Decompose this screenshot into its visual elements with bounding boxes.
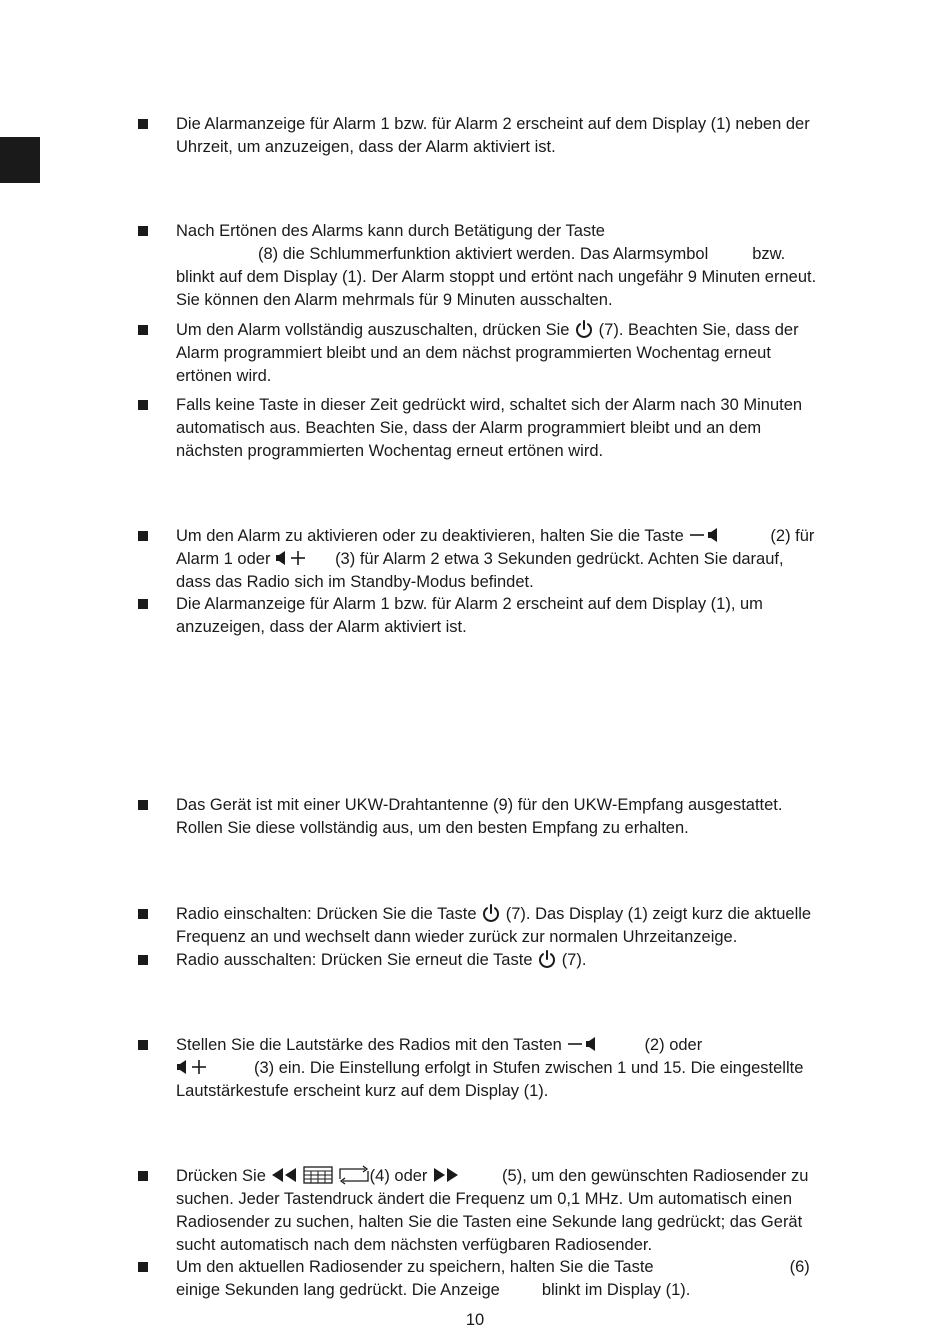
bullet — [138, 531, 148, 541]
bullet — [138, 909, 148, 919]
text-segment: (4) oder — [369, 1167, 428, 1185]
text-segment: Um den Alarm zu aktivieren oder zu deaktivieren, halten Sie die Taste — [176, 527, 684, 545]
repeat-icon — [338, 1165, 370, 1185]
text-line: dass das Radio sich im Standby-Modus befindet. — [176, 573, 534, 591]
text-line — [176, 1256, 906, 1279]
text-line — [176, 525, 906, 548]
text-line: Uhrzeit, um anzuzeigen, dass der Alarm aktiviert ist. — [176, 138, 556, 156]
list-item — [176, 1034, 906, 1103]
text-line: automatisch aus. Beachten Sie, dass der Alarm programmiert bleibt und an dem — [176, 419, 762, 437]
text-line: Lautstärkestufe erscheint kurz auf dem Display (1). — [176, 1082, 549, 1100]
volume-up-icon — [275, 548, 309, 568]
text-line — [176, 548, 906, 571]
text-line — [176, 319, 906, 342]
text-segment: (7). — [561, 951, 587, 969]
text-segment: (7). Das Display (1) zeigt kurz die aktuelle — [505, 905, 812, 923]
power-icon — [537, 949, 557, 969]
rewind-icon — [270, 1165, 298, 1185]
text-line: Das Gerät ist mit einer UKW-Drahtantenne (9) für den UKW-Empfang ausgestattet. — [176, 796, 783, 814]
list-item — [176, 593, 906, 639]
text-segment: einige Sekunden lang gedrückt. Die Anzeige — [176, 1281, 500, 1299]
text-segment: Radio einschalten: Drücken Sie die Taste — [176, 905, 477, 923]
side-tab-marker — [0, 137, 40, 183]
text-segment: (3) ein. Die Einstellung erfolgt in Stufen zwischen 1 und 15. Die eingestellte — [254, 1059, 804, 1077]
text-segment: (6) — [789, 1258, 810, 1276]
text-line: Radiosender zu suchen, halten Sie die Tasten eine Sekunde lang gedrückt; das Gerät — [176, 1213, 803, 1231]
text-line: Die Alarmanzeige für Alarm 1 bzw. für Alarm 2 erscheint auf dem Display (1) neben der — [176, 115, 810, 133]
text-segment: bzw. — [752, 245, 786, 263]
text-segment: Drücken Sie — [176, 1167, 266, 1185]
text-line: nächsten programmierten Wochentag erneut ertönen wird. — [176, 442, 604, 460]
text-line: Sie können den Alarm mehrmals für 9 Minuten ausschalten. — [176, 291, 613, 309]
bullet — [138, 1040, 148, 1050]
text-line: sucht automatisch nach dem nächsten verfügbaren Radiosender. — [176, 1236, 653, 1254]
volume-down-icon — [688, 525, 722, 545]
text-segment: (2) für — [770, 527, 815, 545]
list-item — [176, 1256, 906, 1302]
bullet — [138, 400, 148, 410]
text-line: Die Alarmanzeige für Alarm 1 bzw. für Alarm 2 erscheint auf dem Display (1), um — [176, 595, 763, 613]
bullet — [138, 599, 148, 609]
text-segment: Um den Alarm vollständig auszuschalten, drücken Sie — [176, 321, 570, 339]
text-segment: blinkt im Display (1). — [541, 1281, 691, 1299]
bullet — [138, 800, 148, 810]
text-segment: (3) für Alarm 2 etwa 3 Sekunden gedrückt. Achten Sie darauf, — [335, 550, 784, 568]
list-item — [176, 319, 906, 388]
power-icon — [574, 319, 594, 339]
text-line: suchen. Jeder Tastendruck ändert die Frequenz um 0,1 MHz. Um automatisch einen — [176, 1190, 793, 1208]
list-item — [176, 794, 906, 840]
volume-up-icon — [176, 1057, 210, 1077]
text-line: blinkt auf dem Display (1). Der Alarm stoppt und ertönt nach ungefähr 9 Minuten erneut. — [176, 268, 817, 286]
list-item — [176, 220, 906, 312]
text-line — [176, 1034, 906, 1057]
text-segment: Um den aktuellen Radiosender zu speichern, halten Sie die Taste — [176, 1258, 654, 1276]
bullet — [138, 119, 148, 129]
text-segment: (5), um den gewünschten Radiosender zu — [502, 1167, 809, 1185]
text-segment: (7). Beachten Sie, dass der — [598, 321, 799, 339]
bullet — [138, 955, 148, 965]
text-line: Falls keine Taste in dieser Zeit gedrückt wird, schaltet sich der Alarm nach 30 Minuten — [176, 396, 803, 414]
list-item — [176, 113, 906, 159]
text-segment: Stellen Sie die Lautstärke des Radios mit den Tasten — [176, 1036, 562, 1054]
text-line: ertönen wird. — [176, 367, 272, 385]
bullet — [138, 226, 148, 236]
list-item — [176, 903, 906, 949]
text-line: Rollen Sie diese vollständig aus, um den besten Empfang zu erhalten. — [176, 819, 689, 837]
bullet — [138, 1262, 148, 1272]
list-item — [176, 1165, 906, 1257]
text-line — [176, 1279, 906, 1302]
text-line: Frequenz an und wechselt dann wieder zurück zur normalen Uhrzeitanzeige. — [176, 928, 738, 946]
text-line — [176, 1165, 906, 1188]
text-line: Alarm programmiert bleibt und an dem nächst programmierten Wochentag erneut — [176, 344, 771, 362]
page-number: 10 — [465, 1311, 485, 1329]
text-line: anzuzeigen, dass der Alarm aktiviert ist. — [176, 618, 467, 636]
list-item — [176, 949, 906, 972]
list-item — [176, 394, 906, 463]
text-line — [176, 949, 906, 972]
list-item — [176, 525, 906, 594]
text-line: Nach Ertönen des Alarms kann durch Betätigung der Taste — [176, 222, 605, 240]
power-icon — [481, 903, 501, 923]
text-line — [176, 903, 906, 926]
text-segment: Alarm 1 oder — [176, 550, 271, 568]
text-line — [176, 1057, 906, 1080]
text-line — [176, 243, 906, 266]
bullet — [138, 325, 148, 335]
volume-down-icon — [566, 1034, 600, 1054]
text-segment: (8) die Schlummerfunktion aktiviert werden. Das Alarmsymbol — [258, 245, 709, 263]
text-segment: Radio ausschalten: Drücken Sie erneut die Taste — [176, 951, 533, 969]
text-segment: (2) oder — [644, 1036, 703, 1054]
fast-forward-icon — [432, 1165, 460, 1185]
bullet — [138, 1171, 148, 1181]
calendar-icon — [303, 1165, 333, 1185]
